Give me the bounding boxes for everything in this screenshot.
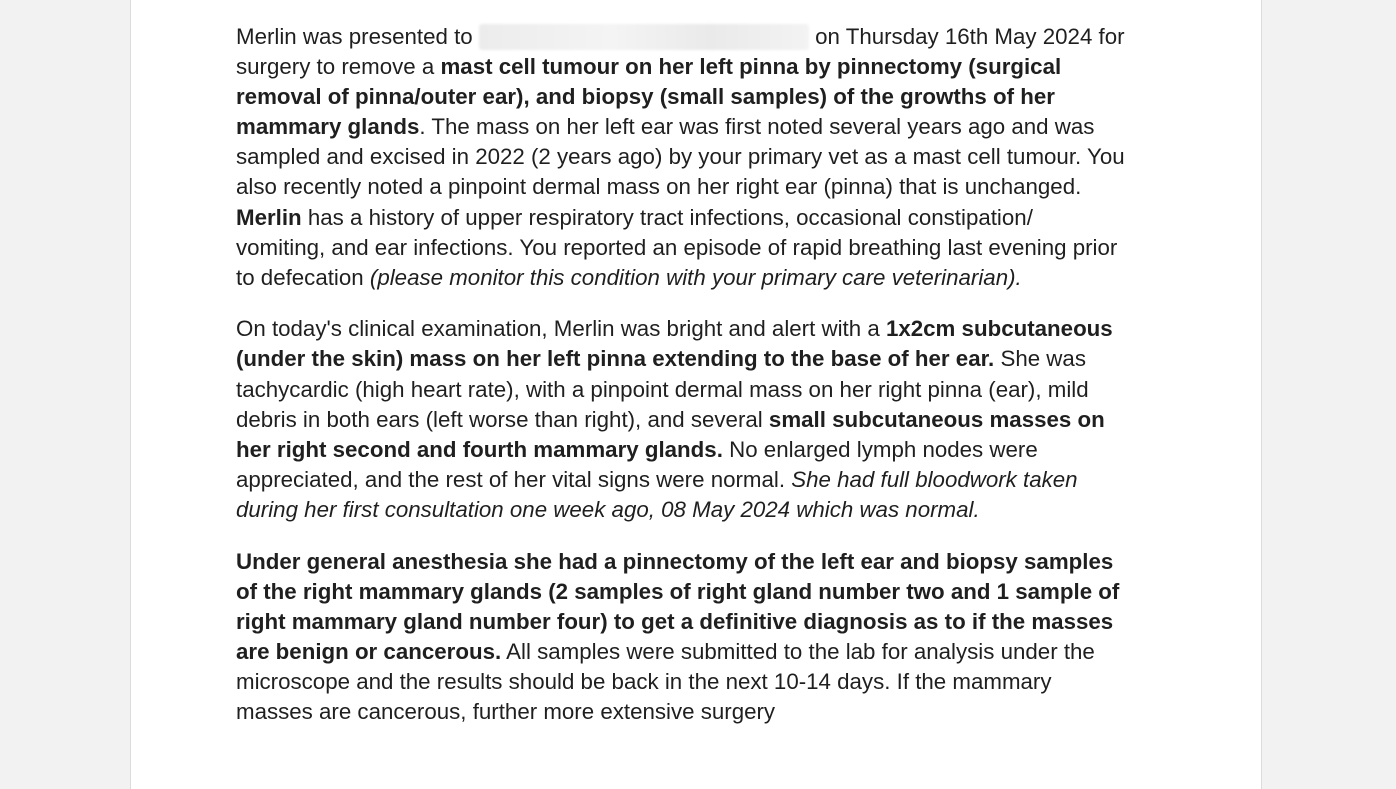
bold-procedure-description: Under general anesthesia she had a pinnectomy of the left ear and biopsy samples of the right mammary glands (2 samples of right gland number two and 1 sample of right mammary gland number four) to get a definitive diagnosis as to if the masses are benign or cancerous.: [236, 548, 1120, 664]
bold-procedure-summary: mast cell tumour on her left pinna by pinnectomy (surgical removal of pinna/outer ear), and biopsy (small samples) of the growths of her mammary glands: [236, 54, 1062, 140]
text-run: No enlarged lymph nodes were appreciated, and the rest of her vital signs were normal.: [236, 436, 1038, 492]
document-body: [236, 22, 1126, 727]
paragraph-clinical-examination: [236, 314, 1126, 525]
text-run: . The mass on her left ear was first noted several years ago and was sampled and excised in 2022 (2 years ago) by your primary vet as a mast cell tumour. You also recently noted a pinpoint dermal mass on her right ear (pinna) that is unchanged.: [236, 114, 1125, 200]
paragraph-presentation-history: [236, 22, 1126, 293]
text-run: Merlin was presented to: [236, 24, 479, 49]
paragraph-procedure: [236, 547, 1126, 728]
text-run: All samples were submitted to the lab for analysis under the microscope and the results should be back in the next 10-14 days. If the mammary masses are cancerous, further more extensive surgery: [236, 638, 1095, 724]
bold-mammary-mass-finding: small subcutaneous masses on her right second and fourth mammary glands.: [236, 406, 1105, 462]
document-page: [130, 0, 1262, 789]
text-run: has a history of upper respiratory tract infections, occasional constipation/ vomiting, and ear infections. You reported an episode of rapid breathing last evening prior to defecation: [236, 204, 1118, 290]
text-run: on Thursday 16th May 2024 for surgery to remove a: [236, 24, 1125, 80]
bold-patient-name: Merlin: [236, 204, 302, 230]
italic-monitor-note: (please monitor this condition with your primary care veterinarian).: [369, 264, 1022, 290]
italic-bloodwork-note: She had full bloodwork taken during her first consultation one week ago, 08 May 2024 which was normal.: [236, 466, 1078, 522]
redacted-clinic-name: [479, 24, 809, 50]
text-run: She was tachycardic (high heart rate), with a pinpoint dermal mass on her right pinna (ear), mild debris in both ears (left worse than right), and several: [236, 346, 1089, 432]
text-run: On today's clinical examination, Merlin was bright and alert with a: [236, 316, 886, 342]
bold-ear-mass-finding: 1x2cm subcutaneous (under the skin) mass on her left pinna extending to the base of her ear.: [236, 316, 1113, 372]
